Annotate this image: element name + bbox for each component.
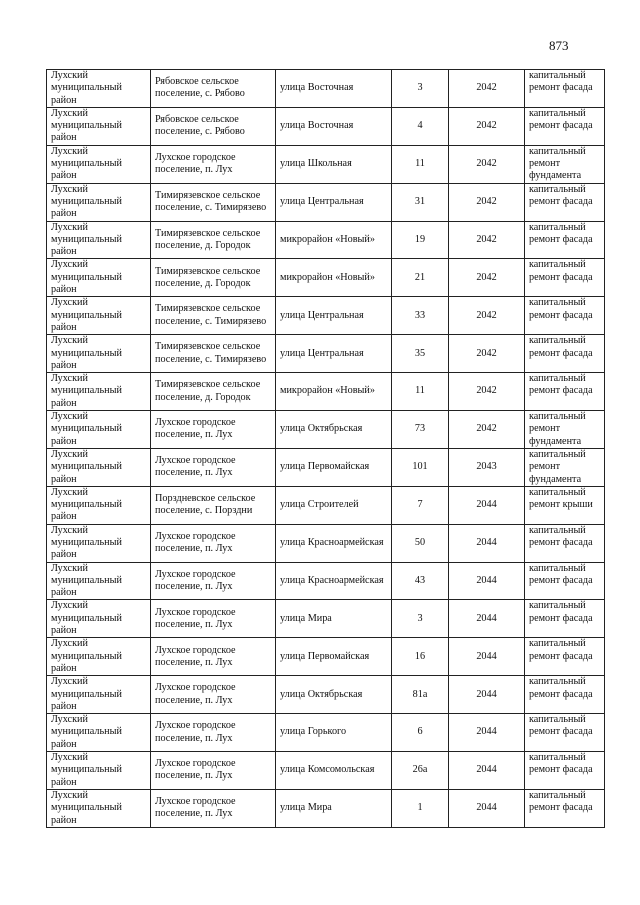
house-number-cell: 43 (392, 562, 449, 600)
street-cell: улица Первомайская (276, 448, 392, 486)
settlement-cell: Лухское городское поселение, п. Лух (151, 600, 276, 638)
district-cell: Лухский муниципальный район (47, 411, 151, 449)
work-type-cell: капитальный ремонт фасада (525, 335, 605, 373)
district-cell: Лухский муниципальный район (47, 448, 151, 486)
district-cell: Лухский муниципальный район (47, 789, 151, 827)
year-cell: 2044 (449, 789, 525, 827)
house-number-cell: 3 (392, 70, 449, 108)
district-cell: Лухский муниципальный район (47, 638, 151, 676)
table-row (47, 373, 605, 411)
district-cell: Лухский муниципальный район (47, 297, 151, 335)
street-cell: улица Восточная (276, 70, 392, 108)
table-row (47, 524, 605, 562)
settlement-cell: Лухское городское поселение, п. Лух (151, 524, 276, 562)
table-row (47, 600, 605, 638)
district-cell: Лухский муниципальный район (47, 600, 151, 638)
street-cell: улица Комсомольская (276, 752, 392, 790)
year-cell: 2042 (449, 183, 525, 221)
settlement-cell: Тимирязевское сельское поселение, д. Городок (151, 221, 276, 259)
house-number-cell: 1 (392, 789, 449, 827)
district-cell: Лухский муниципальный район (47, 107, 151, 145)
year-cell: 2044 (449, 486, 525, 524)
settlement-cell: Лухское городское поселение, п. Лух (151, 562, 276, 600)
year-cell: 2044 (449, 524, 525, 562)
house-number-cell: 31 (392, 183, 449, 221)
year-cell: 2043 (449, 448, 525, 486)
house-number-cell: 35 (392, 335, 449, 373)
work-type-cell: капитальный ремонт фундамента (525, 411, 605, 449)
table-row (47, 789, 605, 827)
street-cell: улица Красноармейская (276, 524, 392, 562)
street-cell: улица Мира (276, 789, 392, 827)
house-number-cell: 81а (392, 676, 449, 714)
district-cell: Лухский муниципальный район (47, 524, 151, 562)
street-cell: улица Мира (276, 600, 392, 638)
table-row (47, 259, 605, 297)
year-cell: 2044 (449, 600, 525, 638)
work-type-cell: капитальный ремонт фасада (525, 789, 605, 827)
district-cell: Лухский муниципальный район (47, 562, 151, 600)
district-cell: Лухский муниципальный район (47, 145, 151, 183)
table-row (47, 107, 605, 145)
year-cell: 2042 (449, 70, 525, 108)
district-cell: Лухский муниципальный район (47, 373, 151, 411)
house-number-cell: 73 (392, 411, 449, 449)
work-type-cell: капитальный ремонт фасада (525, 373, 605, 411)
work-type-cell: капитальный ремонт фасада (525, 183, 605, 221)
settlement-cell: Тимирязевское сельское поселение, д. Городок (151, 259, 276, 297)
settlement-cell: Лухское городское поселение, п. Лух (151, 411, 276, 449)
table-row (47, 562, 605, 600)
house-number-cell: 33 (392, 297, 449, 335)
street-cell: улица Горького (276, 714, 392, 752)
work-type-cell: капитальный ремонт фасада (525, 221, 605, 259)
house-number-cell: 7 (392, 486, 449, 524)
table-row (47, 183, 605, 221)
work-type-cell: капитальный ремонт фасада (525, 70, 605, 108)
settlement-cell: Рябовское сельское поселение, с. Рябово (151, 107, 276, 145)
repair-schedule-table (46, 69, 605, 828)
year-cell: 2042 (449, 107, 525, 145)
house-number-cell: 11 (392, 373, 449, 411)
settlement-cell: Тимирязевское сельское поселение, с. Тимирязево (151, 335, 276, 373)
page-number: 873 (549, 38, 569, 53)
street-cell: микрорайон «Новый» (276, 373, 392, 411)
settlement-cell: Лухское городское поселение, п. Лух (151, 448, 276, 486)
house-number-cell: 26а (392, 752, 449, 790)
year-cell: 2042 (449, 297, 525, 335)
year-cell: 2042 (449, 221, 525, 259)
work-type-cell: капитальный ремонт фасада (525, 107, 605, 145)
district-cell: Лухский муниципальный район (47, 752, 151, 790)
year-cell: 2044 (449, 638, 525, 676)
year-cell: 2042 (449, 259, 525, 297)
table-row (47, 145, 605, 183)
district-cell: Лухский муниципальный район (47, 183, 151, 221)
house-number-cell: 11 (392, 145, 449, 183)
district-cell: Лухский муниципальный район (47, 221, 151, 259)
settlement-cell: Рябовское сельское поселение, с. Рябово (151, 70, 276, 108)
year-cell: 2042 (449, 145, 525, 183)
district-cell: Лухский муниципальный район (47, 676, 151, 714)
year-cell: 2042 (449, 335, 525, 373)
street-cell: улица Красноармейская (276, 562, 392, 600)
district-cell: Лухский муниципальный район (47, 335, 151, 373)
table-row (47, 70, 605, 108)
table-body (47, 70, 605, 828)
work-type-cell: капитальный ремонт фасада (525, 524, 605, 562)
work-type-cell: капитальный ремонт фундамента (525, 448, 605, 486)
house-number-cell: 16 (392, 638, 449, 676)
house-number-cell: 4 (392, 107, 449, 145)
table-row (47, 714, 605, 752)
year-cell: 2042 (449, 411, 525, 449)
work-type-cell: капитальный ремонт фасада (525, 600, 605, 638)
settlement-cell: Лухское городское поселение, п. Лух (151, 752, 276, 790)
settlement-cell: Тимирязевское сельское поселение, с. Тимирязево (151, 183, 276, 221)
settlement-cell: Лухское городское поселение, п. Лух (151, 638, 276, 676)
year-cell: 2044 (449, 676, 525, 714)
work-type-cell: капитальный ремонт фасада (525, 562, 605, 600)
settlement-cell: Тимирязевское сельское поселение, с. Тимирязево (151, 297, 276, 335)
table-row (47, 486, 605, 524)
settlement-cell: Лухское городское поселение, п. Лух (151, 145, 276, 183)
work-type-cell: капитальный ремонт фасада (525, 676, 605, 714)
house-number-cell: 6 (392, 714, 449, 752)
street-cell: улица Школьная (276, 145, 392, 183)
settlement-cell: Порздневское сельское поселение, с. Порздни (151, 486, 276, 524)
house-number-cell: 19 (392, 221, 449, 259)
street-cell: микрорайон «Новый» (276, 259, 392, 297)
street-cell: улица Октябрьская (276, 676, 392, 714)
table-row (47, 411, 605, 449)
table-row (47, 448, 605, 486)
street-cell: микрорайон «Новый» (276, 221, 392, 259)
district-cell: Лухский муниципальный район (47, 714, 151, 752)
year-cell: 2044 (449, 752, 525, 790)
district-cell: Лухский муниципальный район (47, 259, 151, 297)
year-cell: 2042 (449, 373, 525, 411)
settlement-cell: Тимирязевское сельское поселение, д. Городок (151, 373, 276, 411)
street-cell: улица Строителей (276, 486, 392, 524)
table-row (47, 297, 605, 335)
house-number-cell: 3 (392, 600, 449, 638)
work-type-cell: капитальный ремонт фасада (525, 638, 605, 676)
table-row (47, 221, 605, 259)
work-type-cell: капитальный ремонт фасада (525, 714, 605, 752)
settlement-cell: Лухское городское поселение, п. Лух (151, 789, 276, 827)
house-number-cell: 101 (392, 448, 449, 486)
street-cell: улица Центральная (276, 183, 392, 221)
work-type-cell: капитальный ремонт крыши (525, 486, 605, 524)
district-cell: Лухский муниципальный район (47, 70, 151, 108)
street-cell: улица Восточная (276, 107, 392, 145)
year-cell: 2044 (449, 562, 525, 600)
work-type-cell: капитальный ремонт фундамента (525, 145, 605, 183)
table-row (47, 638, 605, 676)
settlement-cell: Лухское городское поселение, п. Лух (151, 714, 276, 752)
street-cell: улица Центральная (276, 335, 392, 373)
work-type-cell: капитальный ремонт фасада (525, 259, 605, 297)
work-type-cell: капитальный ремонт фасада (525, 752, 605, 790)
street-cell: улица Первомайская (276, 638, 392, 676)
year-cell: 2044 (449, 714, 525, 752)
table-row (47, 335, 605, 373)
table-row (47, 676, 605, 714)
district-cell: Лухский муниципальный район (47, 486, 151, 524)
work-type-cell: капитальный ремонт фасада (525, 297, 605, 335)
house-number-cell: 50 (392, 524, 449, 562)
street-cell: улица Октябрьская (276, 411, 392, 449)
table-row (47, 752, 605, 790)
house-number-cell: 21 (392, 259, 449, 297)
settlement-cell: Лухское городское поселение, п. Лух (151, 676, 276, 714)
street-cell: улица Центральная (276, 297, 392, 335)
